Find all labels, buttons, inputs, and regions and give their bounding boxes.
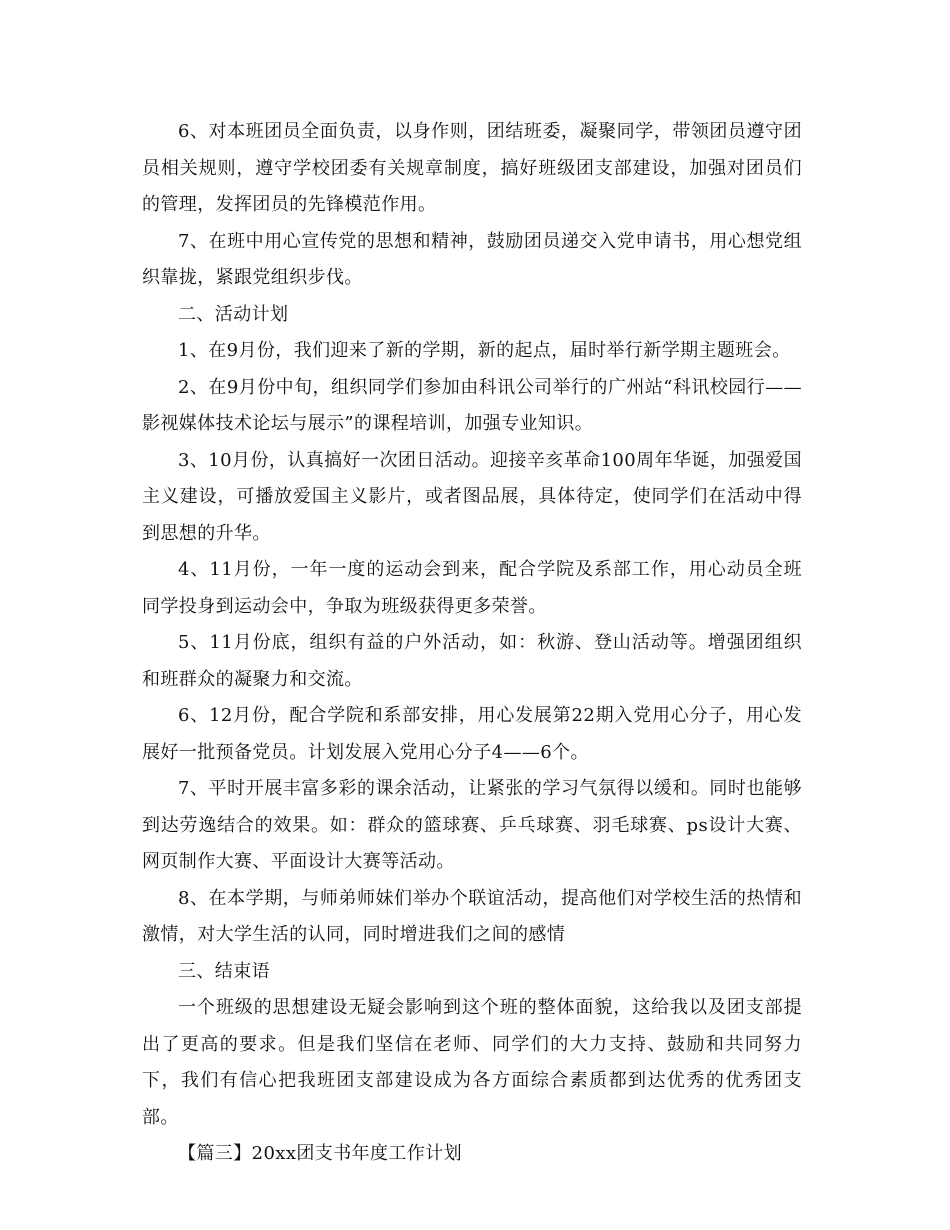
paragraph-activity-7: 7、平时开展丰富多彩的课余活动，让紧张的学习气氛得以缓和。同时也能够到达劳逸结合的效果。如：群众的篮球赛、乒乓球赛、羽毛球赛、ps设计大赛、网页制作大赛、平面设计大赛等活动。 — [142, 778, 802, 872]
paragraph-activity-8: 8、在本学期，与师弟师妹们举办个联谊活动，提高他们对学校生活的热情和激情，对大学生活的认同，同时增进我们之间的感情 — [142, 887, 802, 945]
paragraph-activity-2: 2、在9月份中旬，组织同学们参加由科讯公司举行的广州站“科讯校园行——影视媒体技术论坛与展示”的课程培训，加强专业知识。 — [142, 376, 802, 434]
paragraph-activity-6: 6、12月份，配合学院和系部安排，用心发展第22期入党用心分子，用心发展好一批预备党员。计划发展入党用心分子4——6个。 — [142, 705, 802, 763]
section-heading-activity-plan: 二、活动计划 — [178, 303, 289, 325]
paragraph-activity-5: 5、11月份底，组织有益的户外活动，如：秋游、登山活动等。增强团组织和班群众的凝聚力和交流。 — [142, 632, 802, 690]
paragraph-activity-1: 1、在9月份，我们迎来了新的学期，新的起点，届时举行新学期主题班会。 — [178, 340, 791, 361]
paragraph-activity-3: 3、10月份，认真搞好一次团日活动。迎接辛亥革命100周年华诞，加强爱国主义建设，可播放爱国主义影片，或者图品展，具体待定，使同学们在活动中得到思想的升华。 — [142, 449, 802, 544]
paragraph-duty-7: 7、在班中用心宣传党的思想和精神，鼓励团员递交入党申请书，用心想党组织靠拢，紧跟党组织步伐。 — [142, 230, 802, 288]
paragraph-activity-4: 4、11月份，一年一度的运动会到来，配合学院及系部工作，用心动员全班同学投身到运动会中，争取为班级获得更多荣誉。 — [142, 559, 802, 617]
section-heading-conclusion: 三、结束语 — [178, 960, 270, 982]
chapter-title-part-three: 【篇三】20xx团支书年度工作计划 — [178, 1143, 463, 1164]
paragraph-conclusion: 一个班级的思想建设无疑会影响到这个班的整体面貌，这给我以及团支部提出了更高的要求。但是我们坚信在老师、同学们的大力支持、鼓励和共同努力下，我们有信心把我班团支部建设成为各方面综合素质都到达优秀的优秀团支部。 — [142, 997, 802, 1128]
paragraph-duty-6: 6、对本班团员全面负责，以身作则，团结班委，凝聚同学，带领团员遵守团员相关规则，遵守学校团委有关规章制度，搞好班级团支部建设，加强对团员们的管理，发挥团员的先锋模范作用。 — [142, 121, 802, 215]
document-body — [142, 114, 802, 1173]
